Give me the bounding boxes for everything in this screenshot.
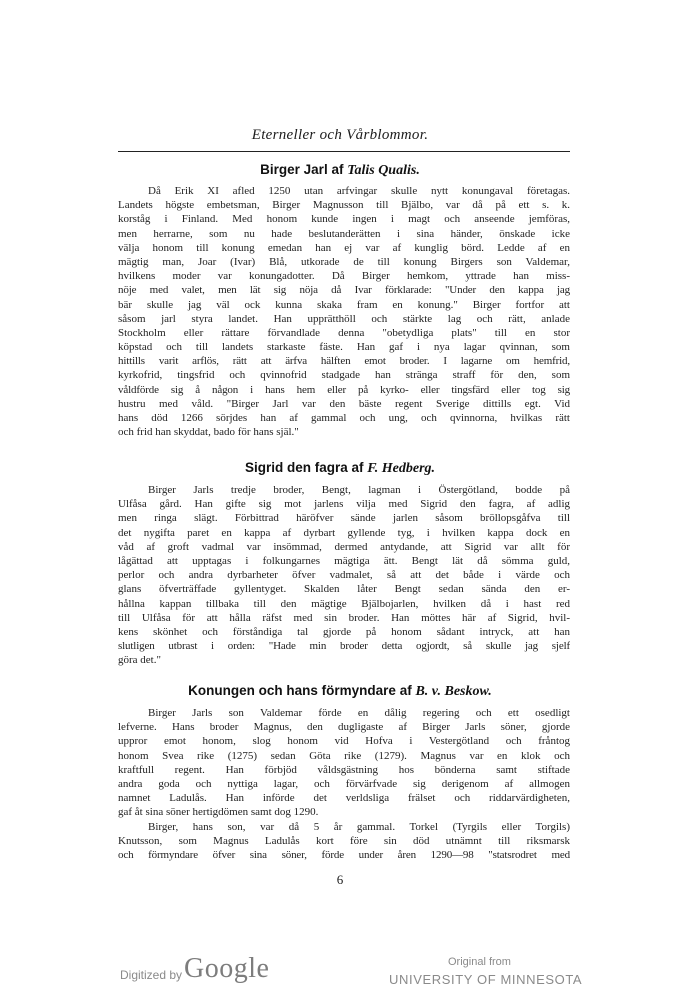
text-line: Då Erik XI afled 1250 utan arfvingar skulle nytt konungaval företagas. xyxy=(148,185,570,197)
text-line: slutligen utbrast i orden: "Hade min broder detta ogjordt, så skulle jag sjelf xyxy=(118,640,570,653)
heading-title: Konungen och hans förmyndare af xyxy=(188,683,416,698)
text-line: glans öfverträffade gyllentyget. Skalden låter Bengt sedan sända den er- xyxy=(118,583,570,596)
text-line: Birger Jarls tredje broder, Bengt, lagman i Östergötland, bodde på xyxy=(148,484,570,496)
text-line: honom Svea rike (1275) sedan Göta rike (1279). Magnus var en klok och xyxy=(118,749,570,762)
text-line: hittills varit arflös, rätt att ärfva hälften emot broder. I lagarne om hemfrid, xyxy=(118,355,570,368)
heading-author: Talis Qualis. xyxy=(347,163,420,178)
scan-footer xyxy=(0,950,680,999)
text-line: Birger Jarls son Valdemar förde en dålig regering och ett osedligt xyxy=(148,707,570,719)
text-line: bär skulle jag väl ock kunna skaka fram en konung." Birger fortfor att xyxy=(118,298,570,311)
header-rule xyxy=(118,151,570,152)
text-line: kens skönhet och förståndiga tal gjorde på honom sådant intryck, att han xyxy=(118,625,570,638)
text-line: perlor och andra dyrbarheter öfver vadmalet, så att det både i värde och xyxy=(118,569,570,582)
running-head: Eterneller och Vårblommor. xyxy=(251,127,429,143)
text-line: Ulfåsa gård. Han gifte sig mot jarlens vilja med Sigrid den fagra, af adlig xyxy=(118,498,570,511)
text-line: Birger, hans son, var då 5 år gammal. Torkel (Tyrgils eller Torgils) xyxy=(148,820,570,833)
text-line: hans död 1266 sörjdes han af gammal och ung, och qvinnorna, hvilkas rätt xyxy=(118,412,570,424)
text-line: mägtig man, Joar (Ivar) Blå, utkorade de till konung Birgers son Valdemar, xyxy=(118,255,570,268)
text-line: lågättad att upptagas i folkungarnes mägtiga ätt. Bengt lät då sömma guld, xyxy=(118,554,570,567)
text-line: Stockholm eller rättare förvandlade denna "obetydliga plats" till en stor xyxy=(118,326,570,339)
page-number: 6 xyxy=(336,872,344,887)
heading-author: F. Hedberg. xyxy=(367,461,436,476)
text-line: kraftfull regent. Han förbjöd våldsgästning hos bönderna samt stiftade xyxy=(118,763,570,776)
text-line: gaf åt sina söner hertigdömen samt dog 1290. xyxy=(118,806,319,819)
text-line: uppror emot honom, slog honom vid Hofva i Vestergötland och fråntog xyxy=(118,735,570,748)
text-line: men ringa slägt. Förbittrad häröfver sände jarlen såsom bröllopsgåfva till xyxy=(118,512,570,525)
text-line: lefverne. Hans broder Magnus, den dugligaste af Birger Jarls söner, gjorde xyxy=(118,721,570,734)
section-body-konungen xyxy=(118,706,570,862)
heading-author: B. v. Beskow. xyxy=(415,684,492,699)
original-from-label: Original from xyxy=(448,956,511,968)
section-heading-sigrid xyxy=(0,460,680,477)
text-line: hustru med våld. "Birger Jarl var den bäste regent Sverige dittills egt. Vid xyxy=(118,397,570,410)
text-line: men herrarne, som nu hade beslutanderätten i sina händer, önskade icke xyxy=(118,227,570,240)
heading-title: Birger Jarl af xyxy=(260,162,348,177)
text-line: hvilkens moder var konungadotter. Då Birger hemkom, yttrade han miss- xyxy=(118,270,570,283)
text-line: namnet Ladulås. Han införde det verldsliga frälset och riddarvärdigheten, xyxy=(118,792,570,805)
institution-name: UNIVERSITY OF MINNESOTA xyxy=(389,972,583,987)
text-line: välja honom till konung emedan han ej var af kunglig börd. Ledde af en xyxy=(118,241,570,254)
text-line: Knutsson, som Magnus Ladulås kort före sin död utnämnt till riksmarsk xyxy=(118,834,570,847)
text-line: kyrkofrid, tingsfrid och qvinnofrid stadgade han stränga straff för den, som xyxy=(118,369,570,382)
section-body-birger-jarl xyxy=(118,184,570,439)
text-line: andra goda och nyttiga lagar, och förvärfvade sig derigenom af allmogen xyxy=(118,777,570,790)
text-line: göra det." xyxy=(118,654,161,667)
google-logo: Google xyxy=(184,953,270,984)
section-body-sigrid xyxy=(118,483,570,667)
text-line: och förmyndare öfver sina söner, förde under åren 1290—98 "statsrodret med xyxy=(118,848,570,861)
text-line: Landets högste embetsman, Birger Magnusson till Bjälbo, var då på ett s. k. xyxy=(118,199,570,212)
text-line: våldförde sig å någon i hans hem eller på kyrko- eller tingsfärd eller tog sig xyxy=(118,383,570,396)
text-line: våd af groft vadmal var insömmad, dermed antydande, att Sigrid var allt för xyxy=(118,540,570,553)
text-line: och frid han skyddat, bado för hans själ." xyxy=(118,426,299,439)
section-heading-birger-jarl xyxy=(0,162,680,179)
text-line: korståg i Finland. Med honom kunde ingen i magt och anseende jemföras, xyxy=(118,213,570,226)
digitized-by-label: Digitized by xyxy=(120,968,183,982)
section-heading-konungen xyxy=(0,683,680,700)
text-line: det nygifta paret en kappa af dyrbart gyllende tyg, i hvilken kappa dock en xyxy=(118,526,570,539)
text-line: köpstad och till landets starkaste fäste. Han gaf i nya lagar qvinnan, som xyxy=(118,341,570,354)
text-line: hållna kappan tillbaka till den mägtige Bjälbojarlen, hvilken då i hast red xyxy=(118,597,570,610)
heading-title: Sigrid den fagra af xyxy=(244,460,368,475)
text-line: till Ulfåsa för att hålla räfst med sin broder. Han möttes här af Sigrid, hvil- xyxy=(118,611,570,624)
text-line: nöje med valet, men lät sig nöja då Ivar förklarade: "Under den kappa jag xyxy=(118,284,570,297)
text-line: såsom jarl styra landet. Han upprätthöll och stärkte lag och rätt, anlade xyxy=(118,312,570,325)
